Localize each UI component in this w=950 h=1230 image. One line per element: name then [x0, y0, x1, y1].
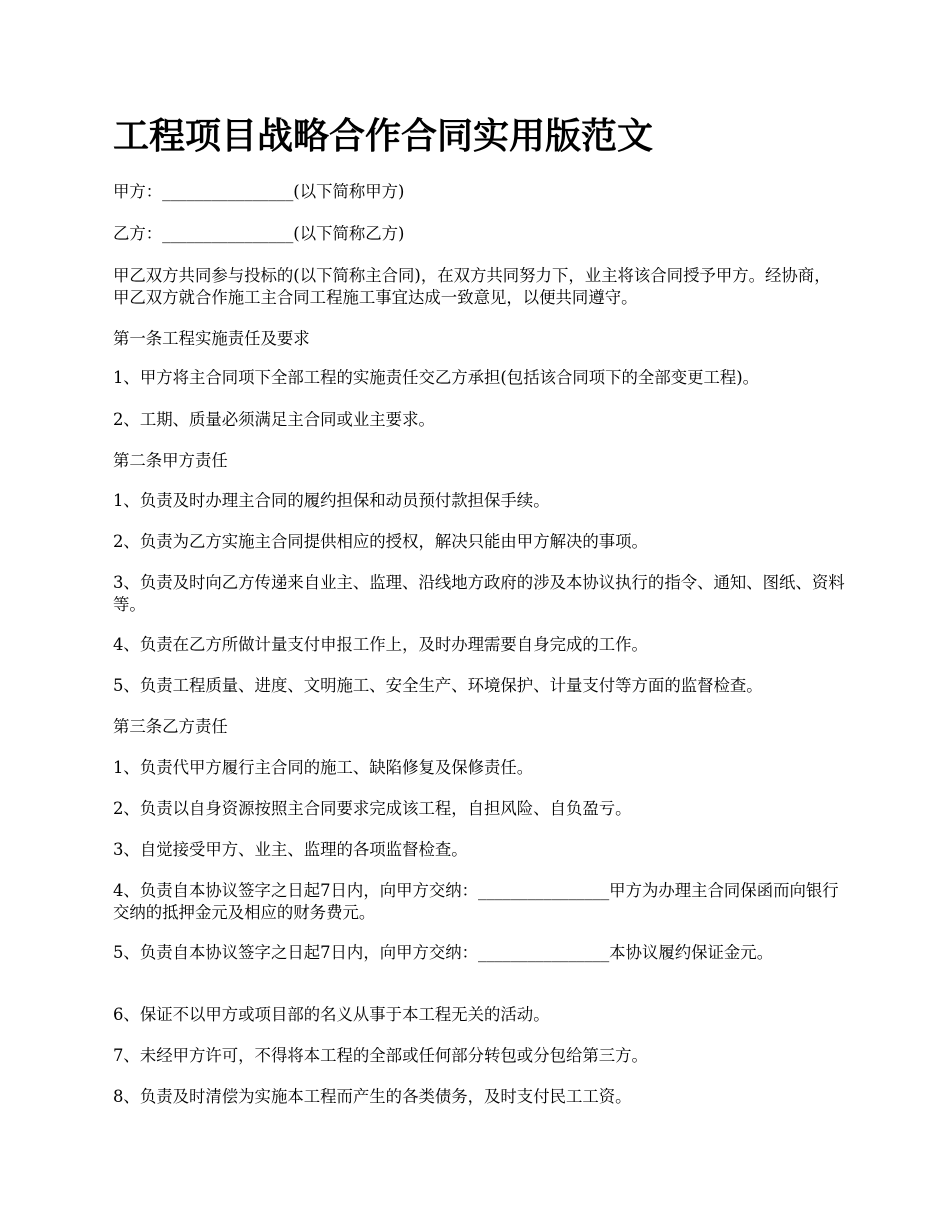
article-3-item-2: 2、负责以自身资源按照主合同要求完成该工程，自担风险、自负盈亏。 — [113, 799, 632, 818]
article-2-item-2: 2、负责为乙方实施主合同提供相应的授权，解决只能由甲方解决的事项。 — [113, 532, 648, 551]
article-3-item-7: 7、未经甲方许可，不得将本工程的全部或任何部分转包或分包给第三方。 — [113, 1046, 648, 1065]
article-2-item-1: 1、负责及时办理主合同的履约担保和动员预付款担保手续。 — [113, 491, 550, 510]
article-3-heading: 第三条乙方责任 — [113, 717, 228, 736]
article-2-item-3: 3、负责及时向乙方传递来自业主、监理、沿线地方政府的涉及本协议执行的指令、通知、图纸、资料等。 — [113, 573, 845, 614]
article-1-item-1: 1、甲方将主合同项下全部工程的实施责任交乙方承担(包括该合同项下的全部变更工程)。 — [113, 368, 760, 387]
article-1-heading: 第一条工程实施责任及要求 — [113, 329, 310, 348]
party-a-line: 甲方：________________(以下简称甲方) — [113, 182, 405, 201]
article-3-item-3: 3、自觉接受甲方、业主、监理的各项监督检查。 — [113, 840, 468, 859]
article-2-heading: 第二条甲方责任 — [113, 451, 228, 470]
intro-paragraph: 甲乙双方共同参与投标的(以下简称主合同)，在双方共同努力下，业主将该合同授予甲方。经协商，甲乙双方就合作施工主合同工程施工事宜达成一致意见，以便共同遵守。 — [113, 266, 831, 307]
article-3-item-8: 8、负责及时清偿为实施本工程而产生的各类债务，及时支付民工工资。 — [113, 1087, 632, 1106]
article-2-item-5: 5、负责工程质量、进度、文明施工、安全生产、环境保护、计量支付等方面的监督检查。 — [113, 676, 763, 695]
document-title: 工程项目战略合作合同实用版范文 — [113, 115, 654, 157]
article-2-item-4: 4、负责在乙方所做计量支付申报工作上，及时办理需要自身完成的工作。 — [113, 635, 648, 654]
article-1-item-2: 2、工期、质量必须满足主合同或业主要求。 — [113, 410, 435, 429]
article-3-item-6: 6、保证不以甲方或项目部的名义从事于本工程无关的活动。 — [113, 1005, 550, 1024]
party-b-line: 乙方：________________(以下简称乙方) — [113, 224, 405, 243]
article-3-item-4: 4、负责自本协议签字之日起7日内，向甲方交纳：________________甲方为办理主合同保函而向银行交纳的抵押金元及相应的财务费元。 — [113, 881, 839, 922]
article-3-item-1: 1、负责代甲方履行主合同的施工、缺陷修复及保修责任。 — [113, 758, 534, 777]
article-3-item-5: 5、负责自本协议签字之日起7日内，向甲方交纳：________________本协议履约保证金元。 — [113, 943, 774, 962]
